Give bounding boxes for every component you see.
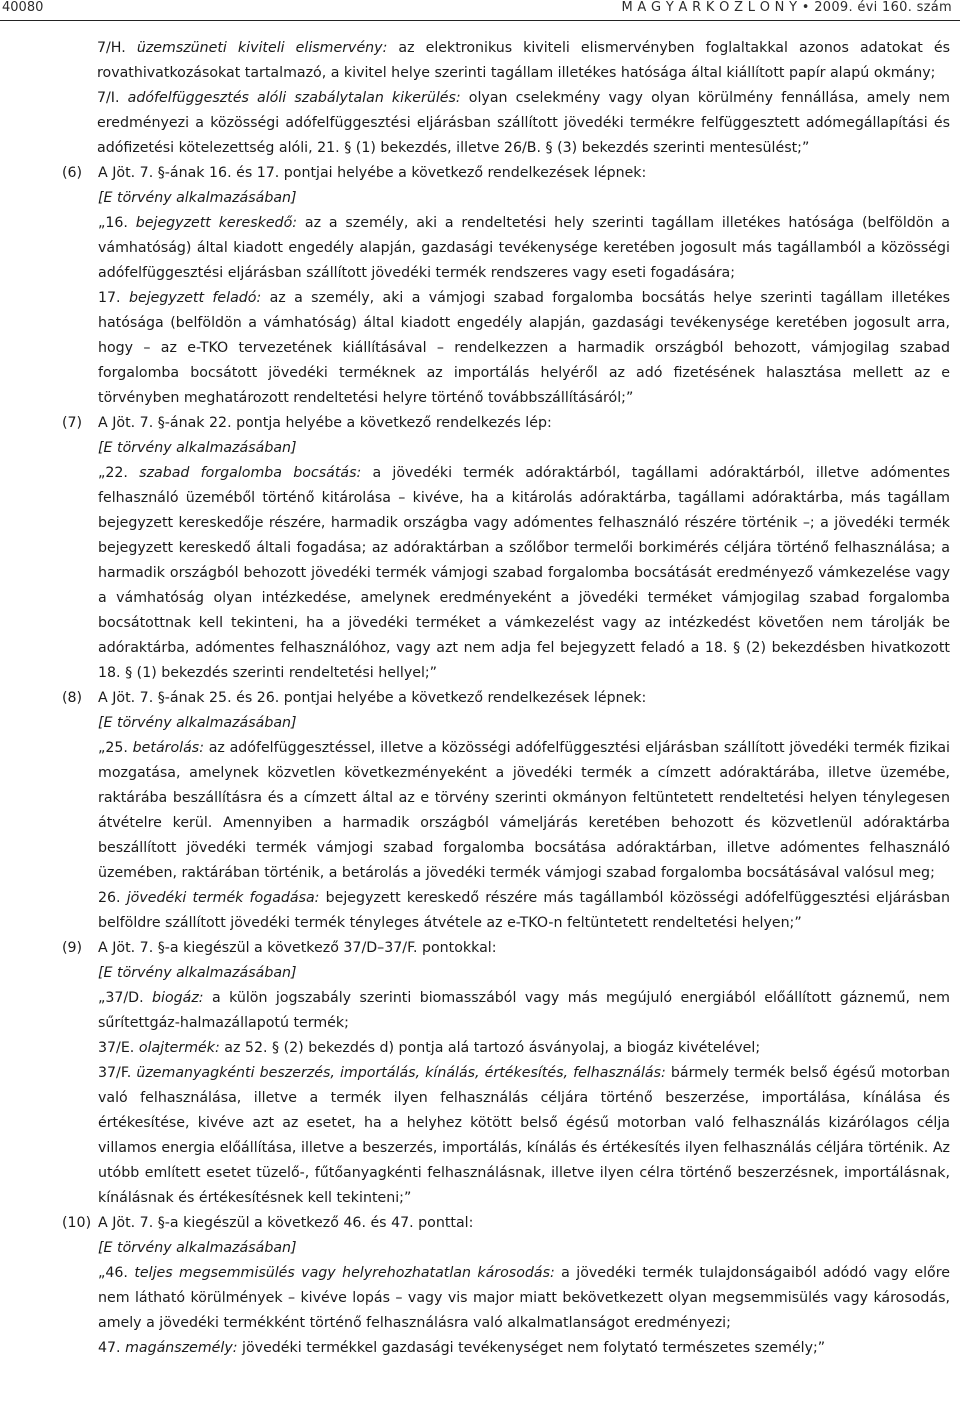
page-header: [0, 0, 960, 24]
paragraph-7-intro: (7) A Jöt. 7. §-ának 22. pontja helyébe a következő rendelkezés lép:: [62, 411, 950, 436]
document-body: [62, 36, 950, 1361]
paragraph-6-intro: (6) A Jöt. 7. §-ának 16. és 17. pontjai helyébe a következő rendelkezések lépnek:: [62, 161, 950, 186]
paragraph-9-intro: (9) A Jöt. 7. §-a kiegészül a következő 37/D–37/F. pontokkal:: [62, 936, 950, 961]
paragraph-number: (9): [62, 940, 83, 956]
paragraph-9-marker: [E törvény alkalmazásában]: [98, 965, 297, 981]
paragraph-number: (8): [62, 690, 83, 706]
definition-37f: 37/F. üzemanyagkénti beszerzés, importálás, kínálás, értékesítés, felhasználás: bármely termék belső égésű motorban való felhasználása, illetve a termék ilyen felhasználás céljára történő beszerzése, importálása, kínálása és értékesítése, kivéve azt az esetet, ha a helyhez kötött belső égésű motorban való felhasználás kizárólagos célja villamos energia előállítása, illetve a beszerzés, importálás, kínálás és értékesítés ilyen felhasználás céljára történik. Az utóbb említett esetet tüzelő-, fűtőanyagkénti felhasználásnak, illetve ilyen célra történő beszerzésnek, importálásnak, kínálásnak és értékesítésnek kell tekinteni;”: [98, 1065, 950, 1206]
paragraph-6-marker: [E törvény alkalmazásában]: [98, 190, 297, 206]
publication-title: M A G Y A R K Ö Z L Ö N Y • 2009. évi 160. szám: [621, 0, 952, 15]
definition-17: 17. bejegyzett feladó: az a személy, aki a vámjogi szabad forgalomba bocsátás helye szerinti tagállam illetékes hatósága (belföldön a vámhatóság) által kiadott engedély alapján, gazdasági tevékenysége keretében jogosult arra, hogy – az e-TKO tervezetének kiállításával – rendelkezzen a harmadik országból behozott, vámjogilag szabad forgalomba bocsátott jövedéki terméknek az importálás helyéről az adó fizetésének halasztása mellett az e törvényben meghatározott rendeltetési helyre történő továbbszállításáról;”: [98, 290, 950, 406]
definition-26: 26. jövedéki termék fogadása: bejegyzett kereskedő részére más tagállamból közösségi adófelfüggesztési eljárásban belföldre szállított jövedéki termék tényleges átvétele az e-TKO-n feltüntetett rendeltetési helyen;”: [98, 890, 950, 931]
paragraph-7-marker: [E törvény alkalmazásában]: [98, 440, 297, 456]
paragraph-10-intro: (10) A Jöt. 7. §-a kiegészül a következő 46. és 47. ponttal:: [62, 1211, 950, 1236]
definition-7i: 7/I. adófelfüggesztés alóli szabálytalan kikerülés: olyan cselekmény vagy olyan körülmény fennállása, amely nem eredményezi a közösségi adófelfüggesztési eljárásban szállított jövedéki termékre felfüggesztett adómegállapítási és adófizetési kötelezettség alóli, 21. § (1) bekezdés, illetve 26/B. § (3) bekezdés szerinti mentesülést;”: [97, 90, 951, 156]
definition-25: „25. betárolás: az adófelfüggesztéssel, illetve a közösségi adófelfüggesztési eljárásban szállított jövedéki termék fizikai mozgatása, amelynek közvetlen következményeként a jövedéki termék a címzett adóraktárába, illetve üzemébe, raktárába beszállításra és a címzett által az e törvény szerinti okmányon feltüntetett rendeltetési helyen ténylegesen átvételre kerül. Amennyiben a harmadik országból vámeljárás keretében behozott és közvetlenül adóraktárba beszállított jövedéki termék vámjogi szabad forgalomba bocsátása adóraktárban, illetve adómentes felhasználó üzemében, raktárában történik, a betárolás a jövedéki termék vámjogi szabad forgalomba bocsátásával valósul meg;: [98, 740, 950, 881]
paragraph-number: (6): [62, 165, 83, 181]
paragraph-number: (10): [62, 1215, 92, 1231]
page-number: 40080: [2, 0, 44, 15]
definition-37d: „37/D. biogáz: a külön jogszabály szerinti biomasszából vagy más megújuló energiából előállított gáznemű, nem sűrítettgáz-halmazállapotú termék;: [98, 990, 950, 1031]
definition-46: „46. teljes megsemmisülés vagy helyrehozhatatlan károsodás: a jövedéki termék tulajdonságaiból adódó vagy előre nem látható körülmények – kivéve lopás – vagy vis major miatt bekövetkezett olyan megsemmisülés vagy károsodás, amely a jövedéki termékként történő felhasználásra való alkalmatlanságot eredményezi;: [98, 1265, 950, 1331]
definition-37e: 37/E. olajtermék: az 52. § (2) bekezdés d) pontja alá tartozó ásványolaj, a biogáz kivételével;: [98, 1040, 761, 1056]
definition-16: „16. bejegyzett kereskedő: az a személy, aki a rendeltetési hely szerinti tagállam illetékes hatósága (belföldön a vámhatóság) által kiadott engedély alapján, gazdasági tevékenysége keretében jogosult más tagállamból a közösségi adófelfüggesztési eljárásban szállított jövedéki termék rendszeres vagy eseti fogadására;: [98, 215, 950, 281]
paragraph-8-intro: (8) A Jöt. 7. §-ának 25. és 26. pontjai helyébe a következő rendelkezések lépnek:: [62, 686, 950, 711]
definition-47: 47. magánszemély: jövedéki termékkel gazdasági tevékenységet nem folytató természetes személy;”: [98, 1340, 826, 1356]
paragraph-10-marker: [E törvény alkalmazásában]: [98, 1240, 297, 1256]
definition-7h: 7/H. üzemszüneti kiviteli elismervény: az elektronikus kiviteli elismervényben foglaltakkal azonos adatokat és rovathivatkozásokat tartalmazó, a kivitel helye szerinti tagállam illetékes hatósága által kiállított papír alapú okmány;: [97, 40, 950, 81]
paragraph-8-marker: [E törvény alkalmazásában]: [98, 715, 297, 731]
paragraph-number: (7): [62, 415, 83, 431]
header-rule: [0, 20, 960, 21]
definition-22: „22. szabad forgalomba bocsátás: a jövedéki termék adóraktárból, tagállami adóraktárból, illetve adómentes felhasználó üzeméből történő kitárolása – kivéve, ha a kitárolás adóraktárba, tagállami adóraktárba, más tagállam bejegyzett kereskedője részére, harmadik országba vagy adómentes felhasználó részére történik –; a jövedéki termék bejegyzett kereskedő általi fogadása; az adóraktárban a szőlőbor termelői borkimérés céljára történő felhasználása; a harmadik országból behozott jövedéki termék vámjogi szabad forgalomba bocsátását eredményező vámkezelése vagy a vámhatóság olyan intézkedése, amelynek eredményeként a jövedéki terméket vámjogilag szabad forgalomba bocsátottnak kell tekinteni, ha a jövedéki terméket a vámkezelést vagy az intézkedést követően nem tárolják be adóraktárba, adómentes felhasználóhoz, vagy azt nem adja fel bejegyzett feladó a 18. § (2) bekezdésben hivatkozott 18. § (1) bekezdés szerinti rendeltetési hellyel;”: [98, 465, 950, 681]
